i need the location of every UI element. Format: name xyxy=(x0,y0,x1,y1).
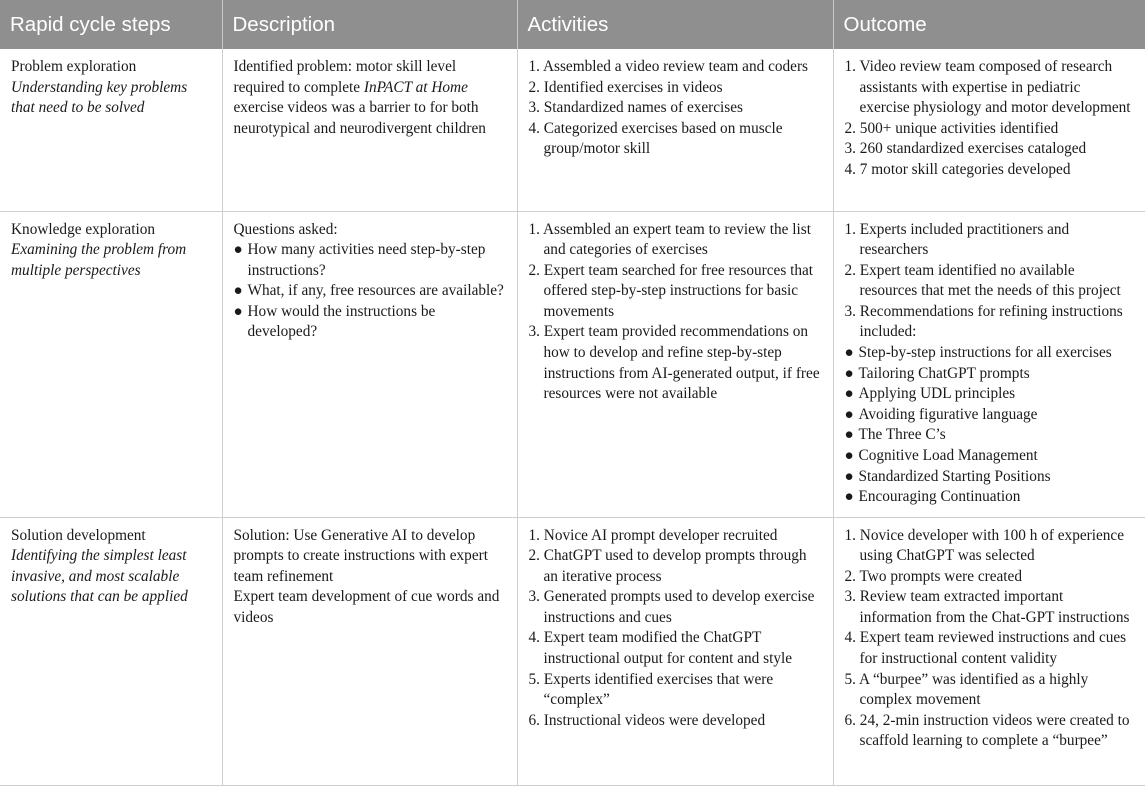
list-item: 2. ChatGPT used to develop prompts through an iterative process xyxy=(528,547,807,585)
outcome-cell xyxy=(833,211,1145,517)
bullet-icon: ● xyxy=(844,385,854,403)
list-item: 6. Instructional videos were developed xyxy=(528,711,766,729)
list-item: 3. Expert team provided recommendations on how to develop and refine step-by-step instructions from AI-generated output, if free resources were not available xyxy=(528,323,820,403)
table-row xyxy=(0,211,1145,517)
list-item: ● Tailoring ChatGPT prompts xyxy=(845,364,1135,385)
bullet-icon: ● xyxy=(233,282,243,300)
list-item: ● The Three C’s xyxy=(845,425,1135,446)
list-item: 3. Review team extracted important information from the Chat-GPT instructions xyxy=(844,588,1130,626)
list-item: 3. 260 standardized exercises cataloged xyxy=(844,140,1087,158)
list-item: ● Avoiding figurative language xyxy=(845,405,1135,426)
bullet-icon: ● xyxy=(844,426,854,444)
description-cell xyxy=(222,211,517,517)
description-line: Solution: Use Generative AI to develop prompts to create instructions with expert team refinement xyxy=(233,526,488,585)
list-item: ● What, if any, free resources are available? xyxy=(234,281,506,302)
list-item: 2. Expert team searched for free resources that offered step-by-step instructions for basic movements xyxy=(528,261,814,320)
list-item: ● Applying UDL principles xyxy=(845,384,1135,405)
list-item: ● Standardized Starting Positions xyxy=(845,467,1135,488)
list-item: ● How would the instructions be developed? xyxy=(233,302,436,341)
activities-cell xyxy=(517,211,833,517)
description-text-post: exercise videos was a barrier to for both neurotypical and neurodivergent children xyxy=(233,99,486,137)
step-description: Examining the problem from multiple perspectives xyxy=(11,241,187,279)
list-item: 6. 24, 2-min instruction videos were created to scaffold learning to complete a “burpee” xyxy=(844,711,1130,750)
list-item: 5. Experts identified exercises that were “complex” xyxy=(528,670,774,709)
activities-cell xyxy=(517,517,833,785)
activities-cell xyxy=(517,49,833,211)
step-cell xyxy=(0,49,222,211)
step-cell xyxy=(0,517,222,785)
list-item: ● Encouraging Continuation xyxy=(845,487,1135,508)
list-item: 1. Novice developer with 100 h of experience using ChatGPT was selected xyxy=(844,526,1124,565)
header-description: Description xyxy=(222,0,517,49)
activities-list xyxy=(529,220,822,405)
list-item: 1. Experts included practitioners and researchers xyxy=(844,220,1070,259)
list-item: ● Step-by-step instructions for all exercises xyxy=(845,343,1135,364)
list-item: 1. Assembled an expert team to review the list and categories of exercises xyxy=(528,220,811,259)
list-item: 2. Identified exercises in videos xyxy=(528,78,723,96)
list-item: 4. Expert team reviewed instructions and cues for instructional content validity xyxy=(844,629,1127,668)
list-item: 2. Two prompts were created xyxy=(844,567,1022,585)
activities-list xyxy=(529,526,822,732)
table-row xyxy=(0,517,1145,785)
list-item: 1. Assembled a video review team and coders xyxy=(528,58,809,75)
bullet-icon: ● xyxy=(844,405,854,423)
bullet-icon: ● xyxy=(844,344,854,362)
questions-list xyxy=(234,240,506,343)
list-item: 5. A “burpee” was identified as a highly complex movement xyxy=(844,670,1089,709)
header-outcome: Outcome xyxy=(833,0,1145,49)
list-item: 1. Novice AI prompt developer recruited xyxy=(528,526,778,544)
list-item: 2. 500+ unique activities identified xyxy=(844,119,1059,137)
outcome-list xyxy=(845,526,1135,753)
outcome-list xyxy=(845,57,1135,181)
outcome-list xyxy=(845,220,1135,344)
header-activities: Activities xyxy=(517,0,833,49)
description-text-pre: Identified problem: motor skill level required to complete xyxy=(233,58,457,96)
step-description: Identifying the simplest least invasive, and most scalable solutions that can be applied xyxy=(11,547,188,606)
list-item: 4. Categorized exercises based on muscle group/motor skill xyxy=(528,119,783,158)
table-row xyxy=(0,49,1145,211)
description-line: Expert team development of cue words and videos xyxy=(233,588,500,626)
step-description: Understanding key problems that need to be solved xyxy=(11,78,188,117)
step-name: Problem exploration xyxy=(11,58,137,75)
step-name: Solution development xyxy=(11,526,146,544)
outcome-cell xyxy=(833,517,1145,785)
outcome-cell xyxy=(833,49,1145,211)
bullet-icon: ● xyxy=(844,488,854,506)
list-item: 3. Standardized names of exercises xyxy=(528,99,743,117)
bullet-icon: ● xyxy=(844,467,854,485)
bullet-icon: ● xyxy=(844,447,854,465)
bullet-icon: ● xyxy=(844,364,854,382)
bullet-icon: ● xyxy=(233,241,243,259)
step-cell xyxy=(0,211,222,517)
recommendations-list xyxy=(845,343,1135,508)
list-item: 3. Generated prompts used to develop exercise instructions and cues xyxy=(528,588,815,626)
description-cell xyxy=(222,49,517,211)
table-header xyxy=(0,0,1145,49)
header-rapid-cycle-steps: Rapid cycle steps xyxy=(0,0,222,49)
step-name: Knowledge exploration xyxy=(11,220,156,238)
description-text-italic: InPACT at Home xyxy=(363,78,468,96)
activities-list xyxy=(529,57,822,160)
description-cell xyxy=(222,517,517,785)
list-item: 4. Expert team modified the ChatGPT instructional output for content and style xyxy=(528,629,793,668)
description-intro: Questions asked: xyxy=(233,220,338,238)
list-item: 3. Recommendations for refining instructions included: xyxy=(844,302,1123,341)
list-item: 2. Expert team identified no available resources that met the needs of this project xyxy=(844,261,1121,300)
list-item: ● Cognitive Load Management xyxy=(845,446,1135,467)
list-item: 4. 7 motor skill categories developed xyxy=(844,160,1071,178)
list-item: 1. Video review team composed of research assistants with expertise in pediatric exercise physiology and motor development xyxy=(844,58,1131,117)
bullet-icon: ● xyxy=(233,302,243,320)
list-item: ● How many activities need step-by-step instructions? xyxy=(233,241,486,279)
